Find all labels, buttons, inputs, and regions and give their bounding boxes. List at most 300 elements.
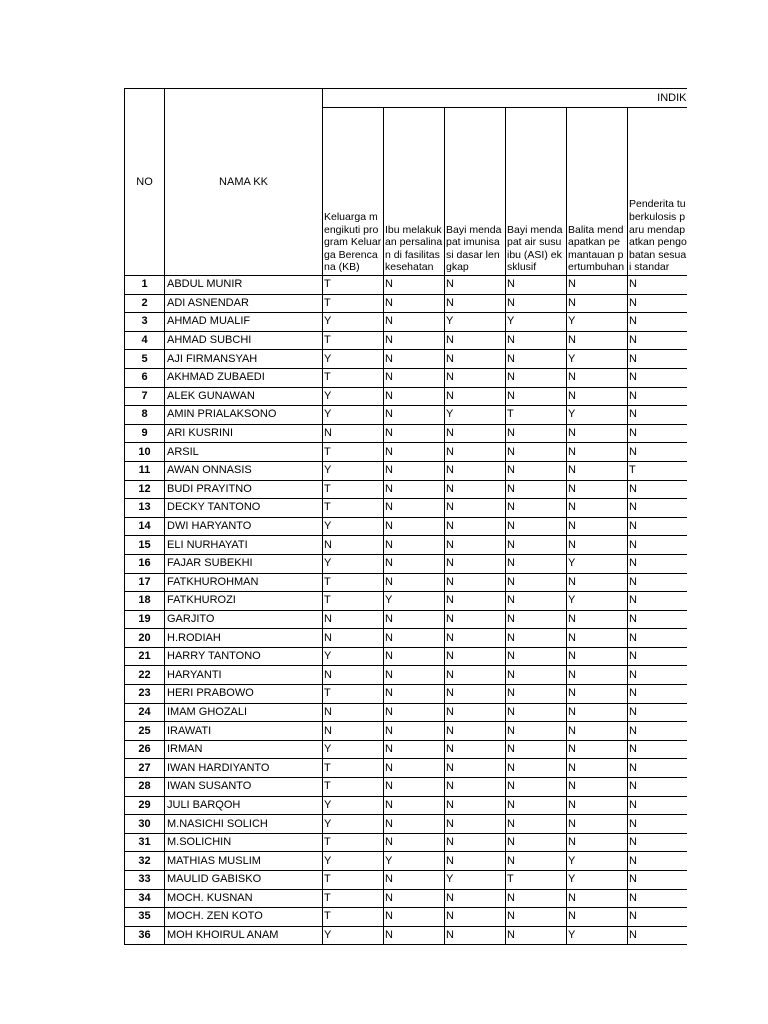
indicator-value-cell: N bbox=[445, 647, 506, 666]
column-header-pemantauan: Balita mendapatkan pemantauan pertumbuhan bbox=[567, 108, 628, 276]
household-head-name: M.NASICHI SOLICH bbox=[165, 815, 323, 834]
household-head-name: AHMAD MUALIF bbox=[165, 313, 323, 332]
row-number: 1 bbox=[125, 276, 165, 295]
household-head-name: H.RODIAH bbox=[165, 629, 323, 648]
indicator-value-cell: N bbox=[445, 796, 506, 815]
row-number: 21 bbox=[125, 647, 165, 666]
row-number: 18 bbox=[125, 592, 165, 611]
household-head-name: AJI FIRMANSYAH bbox=[165, 350, 323, 369]
indicator-value-cell: N bbox=[506, 852, 567, 871]
indicator-value-cell: N bbox=[506, 443, 567, 462]
household-head-name: HERI PRABOWO bbox=[165, 685, 323, 704]
indicator-value-cell: N bbox=[506, 926, 567, 945]
indicator-value-cell: Y bbox=[567, 852, 628, 871]
household-head-name: MOH KHOIRUL ANAM bbox=[165, 926, 323, 945]
row-number: 16 bbox=[125, 554, 165, 573]
row-number: 31 bbox=[125, 833, 165, 852]
indicator-value-cell: N bbox=[384, 796, 445, 815]
row-number: 28 bbox=[125, 778, 165, 797]
indicator-value-cell: N bbox=[506, 499, 567, 518]
indicator-value-cell: N bbox=[506, 536, 567, 555]
row-number: 29 bbox=[125, 796, 165, 815]
indicator-value-cell: N bbox=[506, 368, 567, 387]
indicator-value-cell: Y bbox=[323, 461, 384, 480]
indicator-value-cell: Y bbox=[323, 554, 384, 573]
indicator-value-cell: T bbox=[323, 833, 384, 852]
indicator-value-cell: N bbox=[567, 908, 628, 927]
indicator-value-cell: Y bbox=[323, 926, 384, 945]
indicator-value-cell: N bbox=[628, 350, 688, 369]
indicator-value-cell: N bbox=[445, 722, 506, 741]
indicator-value-cell: N bbox=[445, 889, 506, 908]
indicator-value-cell: N bbox=[445, 666, 506, 685]
indicator-value-cell: N bbox=[567, 294, 628, 313]
table-row bbox=[125, 833, 688, 852]
indicator-value-cell: T bbox=[323, 368, 384, 387]
indicator-value-cell: N bbox=[384, 778, 445, 797]
row-number: 7 bbox=[125, 387, 165, 406]
indicator-value-cell: N bbox=[567, 461, 628, 480]
indicator-value-cell: N bbox=[384, 629, 445, 648]
indicator-value-cell: N bbox=[628, 703, 688, 722]
table-row bbox=[125, 443, 688, 462]
household-head-name: AHMAD SUBCHI bbox=[165, 331, 323, 350]
indicator-value-cell: N bbox=[506, 815, 567, 834]
row-number: 30 bbox=[125, 815, 165, 834]
indicator-value-cell: T bbox=[323, 499, 384, 518]
row-number: 33 bbox=[125, 871, 165, 890]
indicator-value-cell: N bbox=[567, 331, 628, 350]
indicator-value-cell: N bbox=[445, 517, 506, 536]
indicator-value-cell: N bbox=[384, 461, 445, 480]
indicator-value-cell: N bbox=[384, 833, 445, 852]
indicator-value-cell: Y bbox=[323, 517, 384, 536]
indicator-value-cell: T bbox=[506, 871, 567, 890]
indicator-value-cell: Y bbox=[323, 852, 384, 871]
row-number: 12 bbox=[125, 480, 165, 499]
indicator-value-cell: N bbox=[567, 629, 628, 648]
table-row bbox=[125, 852, 688, 871]
household-head-name: MAULID GABISKO bbox=[165, 871, 323, 890]
indicator-value-cell: N bbox=[506, 703, 567, 722]
indicator-value-cell: N bbox=[567, 685, 628, 704]
table-row bbox=[125, 573, 688, 592]
indicator-value-cell: T bbox=[323, 443, 384, 462]
indicator-value-cell: N bbox=[628, 424, 688, 443]
household-head-name: ARSIL bbox=[165, 443, 323, 462]
indicator-value-cell: T bbox=[506, 406, 567, 425]
indicator-value-cell: N bbox=[445, 276, 506, 295]
table-row bbox=[125, 685, 688, 704]
indicator-value-cell: N bbox=[567, 387, 628, 406]
indicator-value-cell: Y bbox=[323, 406, 384, 425]
indicator-value-cell: N bbox=[628, 592, 688, 611]
indicator-value-cell: N bbox=[567, 610, 628, 629]
indicator-value-cell: N bbox=[445, 703, 506, 722]
indicator-value-cell: N bbox=[384, 740, 445, 759]
household-head-name: M.SOLICHIN bbox=[165, 833, 323, 852]
indicator-value-cell: N bbox=[506, 461, 567, 480]
row-number: 11 bbox=[125, 461, 165, 480]
table-row bbox=[125, 536, 688, 555]
indicator-value-cell: N bbox=[506, 778, 567, 797]
household-indicator-table bbox=[124, 88, 687, 945]
indicator-value-cell: N bbox=[628, 517, 688, 536]
indicator-value-cell: N bbox=[384, 647, 445, 666]
household-head-name: GARJITO bbox=[165, 610, 323, 629]
indicator-value-cell: N bbox=[384, 443, 445, 462]
household-head-name: AKHMAD ZUBAEDI bbox=[165, 368, 323, 387]
table-row bbox=[125, 703, 688, 722]
indicator-value-cell: N bbox=[628, 387, 688, 406]
column-header-nama-kk: NAMA KK bbox=[165, 89, 323, 276]
indicator-value-cell: N bbox=[567, 889, 628, 908]
indicator-value-cell: N bbox=[323, 722, 384, 741]
indicator-value-cell: N bbox=[445, 480, 506, 499]
indicator-value-cell: N bbox=[567, 796, 628, 815]
household-head-name: FATKHUROHMAN bbox=[165, 573, 323, 592]
household-head-name: BUDI PRAYITNO bbox=[165, 480, 323, 499]
indicator-value-cell: N bbox=[445, 685, 506, 704]
indicator-value-cell: N bbox=[384, 368, 445, 387]
indicator-value-cell: N bbox=[506, 666, 567, 685]
indicator-value-cell: N bbox=[628, 554, 688, 573]
indicator-value-cell: Y bbox=[445, 871, 506, 890]
indicator-value-cell: N bbox=[323, 536, 384, 555]
indicator-value-cell: N bbox=[445, 573, 506, 592]
indicator-value-cell: N bbox=[567, 759, 628, 778]
indicator-value-cell: N bbox=[384, 908, 445, 927]
indicator-value-cell: Y bbox=[567, 406, 628, 425]
indicator-value-cell: N bbox=[445, 759, 506, 778]
indicator-value-cell: T bbox=[323, 685, 384, 704]
table-row bbox=[125, 666, 688, 685]
row-number: 35 bbox=[125, 908, 165, 927]
indicator-value-cell: N bbox=[384, 424, 445, 443]
column-header-no: NO bbox=[125, 89, 165, 276]
indicator-value-cell: N bbox=[323, 629, 384, 648]
indicator-value-cell: N bbox=[628, 889, 688, 908]
indicator-value-cell: N bbox=[445, 815, 506, 834]
indicator-value-cell: N bbox=[384, 313, 445, 332]
household-head-name: ADI ASNENDAR bbox=[165, 294, 323, 313]
household-head-name: ELI NURHAYATI bbox=[165, 536, 323, 555]
indicator-value-cell: N bbox=[323, 666, 384, 685]
row-number: 9 bbox=[125, 424, 165, 443]
indicator-value-cell: N bbox=[628, 778, 688, 797]
indicator-value-cell: N bbox=[384, 480, 445, 499]
indicator-value-cell: T bbox=[323, 908, 384, 927]
indicator-value-cell: T bbox=[323, 778, 384, 797]
indicator-value-cell: Y bbox=[506, 313, 567, 332]
indicator-value-cell: N bbox=[384, 331, 445, 350]
indicator-value-cell: N bbox=[384, 889, 445, 908]
indicator-value-cell: N bbox=[445, 536, 506, 555]
indicator-value-cell: N bbox=[445, 554, 506, 573]
indicator-value-cell: N bbox=[384, 685, 445, 704]
indicator-value-cell: N bbox=[628, 536, 688, 555]
indicator-value-cell: N bbox=[628, 573, 688, 592]
indicator-value-cell: N bbox=[445, 331, 506, 350]
indicator-value-cell: N bbox=[628, 331, 688, 350]
indicator-value-cell: T bbox=[323, 759, 384, 778]
row-number: 24 bbox=[125, 703, 165, 722]
table-row bbox=[125, 350, 688, 369]
table-row bbox=[125, 871, 688, 890]
column-header-asi: Bayi mendapat air susu ibu (ASI) eksklusif bbox=[506, 108, 567, 276]
indicator-value-cell: N bbox=[384, 926, 445, 945]
indicator-value-cell: N bbox=[506, 889, 567, 908]
household-head-name: FATKHUROZI bbox=[165, 592, 323, 611]
indicator-value-cell: N bbox=[506, 573, 567, 592]
indicator-value-cell: N bbox=[384, 573, 445, 592]
indicator-value-cell: N bbox=[506, 331, 567, 350]
indicator-value-cell: N bbox=[506, 740, 567, 759]
indicator-value-cell: N bbox=[506, 610, 567, 629]
household-head-name: HARRY TANTONO bbox=[165, 647, 323, 666]
indicator-value-cell: N bbox=[323, 703, 384, 722]
indicator-value-cell: N bbox=[567, 536, 628, 555]
indicator-value-cell: N bbox=[384, 554, 445, 573]
indicator-value-cell: N bbox=[567, 499, 628, 518]
table-row bbox=[125, 499, 688, 518]
indicator-value-cell: T bbox=[323, 592, 384, 611]
indicator-value-cell: N bbox=[445, 443, 506, 462]
row-number: 20 bbox=[125, 629, 165, 648]
spreadsheet-table-area bbox=[124, 88, 687, 951]
indicator-value-cell: Y bbox=[567, 554, 628, 573]
column-header-imunisasi: Bayi mendapat imunisasi dasar lengkap bbox=[445, 108, 506, 276]
indicator-value-cell: N bbox=[567, 276, 628, 295]
table-row bbox=[125, 740, 688, 759]
indicator-value-cell: N bbox=[384, 815, 445, 834]
indicator-value-cell: T bbox=[628, 461, 688, 480]
indicator-value-cell: N bbox=[445, 350, 506, 369]
table-row bbox=[125, 517, 688, 536]
column-header-kb: Keluarga mengikuti program Keluarga Berencana (KB) bbox=[323, 108, 384, 276]
indicator-value-cell: N bbox=[445, 368, 506, 387]
indicator-value-cell: N bbox=[567, 666, 628, 685]
indicator-value-cell: N bbox=[506, 796, 567, 815]
indicator-value-cell: Y bbox=[323, 647, 384, 666]
indicator-value-cell: N bbox=[628, 722, 688, 741]
indicator-value-cell: N bbox=[384, 871, 445, 890]
indicator-value-cell: T bbox=[323, 480, 384, 499]
table-row bbox=[125, 778, 688, 797]
indicator-value-cell: N bbox=[506, 685, 567, 704]
indicator-value-cell: N bbox=[628, 815, 688, 834]
indicator-value-cell: Y bbox=[567, 871, 628, 890]
indicator-value-cell: N bbox=[506, 647, 567, 666]
table-row bbox=[125, 592, 688, 611]
indicator-value-cell: N bbox=[628, 368, 688, 387]
row-number: 10 bbox=[125, 443, 165, 462]
indicator-value-cell: N bbox=[567, 443, 628, 462]
household-head-name: IWAN HARDIYANTO bbox=[165, 759, 323, 778]
row-number: 14 bbox=[125, 517, 165, 536]
table-row bbox=[125, 815, 688, 834]
indicator-value-cell: N bbox=[445, 852, 506, 871]
indicator-value-cell: N bbox=[567, 647, 628, 666]
household-head-name: MOCH. ZEN KOTO bbox=[165, 908, 323, 927]
row-number: 2 bbox=[125, 294, 165, 313]
indicator-value-cell: N bbox=[445, 424, 506, 443]
indicator-value-cell: T bbox=[323, 871, 384, 890]
indicator-value-cell: N bbox=[567, 703, 628, 722]
indicator-value-cell: N bbox=[628, 610, 688, 629]
table-row bbox=[125, 276, 688, 295]
indicator-value-cell: N bbox=[323, 424, 384, 443]
table-row bbox=[125, 554, 688, 573]
indicator-value-cell: T bbox=[323, 276, 384, 295]
indicator-value-cell: N bbox=[506, 294, 567, 313]
indicator-value-cell: Y bbox=[323, 796, 384, 815]
indicator-value-cell: N bbox=[445, 926, 506, 945]
household-head-name: MOCH. KUSNAN bbox=[165, 889, 323, 908]
indicator-value-cell: N bbox=[628, 480, 688, 499]
household-head-name: IWAN SUSANTO bbox=[165, 778, 323, 797]
row-number: 25 bbox=[125, 722, 165, 741]
indicator-value-cell: T bbox=[323, 573, 384, 592]
indicator-value-cell: N bbox=[445, 610, 506, 629]
row-number: 27 bbox=[125, 759, 165, 778]
indicator-value-cell: Y bbox=[567, 926, 628, 945]
household-head-name: DWI HARYANTO bbox=[165, 517, 323, 536]
indicator-group-header: INDIK bbox=[323, 89, 688, 108]
indicator-value-cell: N bbox=[628, 796, 688, 815]
row-number: 26 bbox=[125, 740, 165, 759]
indicator-value-cell: N bbox=[384, 350, 445, 369]
indicator-value-cell: N bbox=[567, 517, 628, 536]
indicator-value-cell: N bbox=[628, 443, 688, 462]
indicator-value-cell: N bbox=[323, 610, 384, 629]
indicator-value-cell: N bbox=[506, 759, 567, 778]
household-head-name: IMAM GHOZALI bbox=[165, 703, 323, 722]
indicator-value-cell: Y bbox=[567, 350, 628, 369]
household-head-name: DECKY TANTONO bbox=[165, 499, 323, 518]
indicator-value-cell: N bbox=[628, 313, 688, 332]
indicator-value-cell: N bbox=[506, 554, 567, 573]
table-row bbox=[125, 759, 688, 778]
indicator-value-cell: N bbox=[445, 833, 506, 852]
indicator-value-cell: N bbox=[384, 759, 445, 778]
indicator-value-cell: Y bbox=[384, 852, 445, 871]
table-row bbox=[125, 796, 688, 815]
household-head-name: ARI KUSRINI bbox=[165, 424, 323, 443]
table-row bbox=[125, 331, 688, 350]
indicator-value-cell: Y bbox=[323, 387, 384, 406]
indicator-value-cell: Y bbox=[445, 406, 506, 425]
indicator-value-cell: N bbox=[628, 685, 688, 704]
indicator-value-cell: N bbox=[506, 350, 567, 369]
indicator-value-cell: N bbox=[445, 461, 506, 480]
table-row bbox=[125, 368, 688, 387]
indicator-value-cell: N bbox=[384, 499, 445, 518]
household-head-name: ALEK GUNAWAN bbox=[165, 387, 323, 406]
table-row bbox=[125, 461, 688, 480]
household-head-name: FAJAR SUBEKHI bbox=[165, 554, 323, 573]
household-head-name: IRMAN bbox=[165, 740, 323, 759]
indicator-value-cell: Y bbox=[323, 350, 384, 369]
indicator-value-cell: N bbox=[628, 833, 688, 852]
household-head-name: JULI BARQOH bbox=[165, 796, 323, 815]
row-number: 23 bbox=[125, 685, 165, 704]
row-number: 32 bbox=[125, 852, 165, 871]
row-number: 8 bbox=[125, 406, 165, 425]
indicator-value-cell: N bbox=[628, 406, 688, 425]
indicator-value-cell: N bbox=[506, 833, 567, 852]
indicator-value-cell: Y bbox=[445, 313, 506, 332]
household-head-name: MATHIAS MUSLIM bbox=[165, 852, 323, 871]
row-number: 5 bbox=[125, 350, 165, 369]
indicator-value-cell: N bbox=[628, 294, 688, 313]
table-row bbox=[125, 610, 688, 629]
column-header-tuberkulosis: Penderita tuberkulosis paru mendapatkan pengobatan sesuai standar bbox=[628, 108, 688, 276]
indicator-value-cell: N bbox=[567, 778, 628, 797]
indicator-value-cell: N bbox=[506, 276, 567, 295]
indicator-value-cell: N bbox=[384, 703, 445, 722]
indicator-value-cell: T bbox=[323, 294, 384, 313]
header-row-indicator-group bbox=[125, 89, 688, 108]
household-head-name: HARYANTI bbox=[165, 666, 323, 685]
indicator-value-cell: N bbox=[628, 276, 688, 295]
indicator-value-cell: N bbox=[628, 740, 688, 759]
indicator-value-cell: N bbox=[445, 740, 506, 759]
row-number: 4 bbox=[125, 331, 165, 350]
indicator-value-cell: N bbox=[445, 592, 506, 611]
indicator-value-cell: N bbox=[384, 536, 445, 555]
household-head-name: ABDUL MUNIR bbox=[165, 276, 323, 295]
indicator-value-cell: N bbox=[506, 424, 567, 443]
indicator-value-cell: N bbox=[506, 480, 567, 499]
indicator-value-cell: N bbox=[506, 722, 567, 741]
indicator-value-cell: N bbox=[384, 517, 445, 536]
indicator-value-cell: N bbox=[567, 740, 628, 759]
indicator-value-cell: N bbox=[628, 871, 688, 890]
indicator-value-cell: N bbox=[506, 908, 567, 927]
row-number: 6 bbox=[125, 368, 165, 387]
indicator-value-cell: N bbox=[567, 815, 628, 834]
column-header-persalinan: Ibu melakukan persalinan di fasilitas kesehatan bbox=[384, 108, 445, 276]
row-number: 34 bbox=[125, 889, 165, 908]
indicator-value-cell: N bbox=[628, 629, 688, 648]
indicator-value-cell: T bbox=[323, 331, 384, 350]
indicator-value-cell: N bbox=[628, 499, 688, 518]
indicator-value-cell: N bbox=[384, 610, 445, 629]
row-number: 22 bbox=[125, 666, 165, 685]
indicator-value-cell: Y bbox=[567, 592, 628, 611]
indicator-value-cell: N bbox=[445, 778, 506, 797]
indicator-value-cell: N bbox=[384, 276, 445, 295]
table-row bbox=[125, 480, 688, 499]
indicator-value-cell: N bbox=[567, 368, 628, 387]
household-head-name: AMIN PRIALAKSONO bbox=[165, 406, 323, 425]
indicator-value-cell: N bbox=[384, 387, 445, 406]
row-number: 15 bbox=[125, 536, 165, 555]
indicator-value-cell: N bbox=[384, 666, 445, 685]
row-number: 19 bbox=[125, 610, 165, 629]
indicator-value-cell: N bbox=[506, 592, 567, 611]
indicator-value-cell: N bbox=[445, 499, 506, 518]
indicator-value-cell: N bbox=[628, 908, 688, 927]
indicator-value-cell: N bbox=[445, 294, 506, 313]
row-number: 13 bbox=[125, 499, 165, 518]
table-row bbox=[125, 424, 688, 443]
indicator-value-cell: Y bbox=[323, 313, 384, 332]
table-row bbox=[125, 629, 688, 648]
table-row bbox=[125, 387, 688, 406]
row-number: 36 bbox=[125, 926, 165, 945]
